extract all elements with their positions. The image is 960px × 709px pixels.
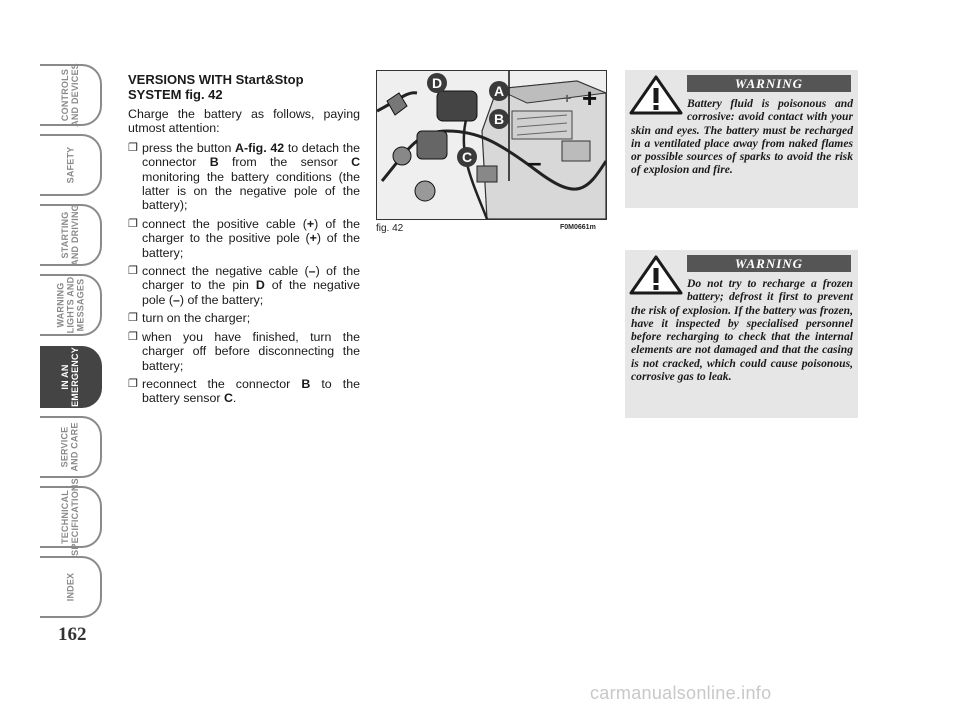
- figure-code: F0M0661m: [560, 224, 596, 231]
- chapter-tab-label: IN AN EMERGENCY: [60, 347, 80, 407]
- step-keyword: +: [309, 231, 317, 246]
- step-keyword: C: [351, 155, 361, 170]
- step-item: ❐ turn on the charger;: [128, 311, 251, 326]
- step-keyword: +: [306, 216, 315, 231]
- chapter-tab[interactable]: [40, 346, 102, 408]
- chapter-tab[interactable]: [40, 556, 102, 618]
- chapter-tab-label: SAFETY: [65, 146, 75, 184]
- step-item: ❐ when you have finished, turn the charger off before disconnecting the battery;: [128, 329, 360, 373]
- section-heading: VERSIONS WITH Start&Stop SYSTEM fig. 42: [128, 72, 304, 102]
- warning-triangle-icon: [629, 75, 683, 115]
- minus-sign: –: [527, 147, 542, 177]
- chapter-tab-label: CONTROLS AND DEVICES: [60, 63, 80, 127]
- callout-label-b: B: [489, 109, 509, 129]
- chapter-tab-label: STARTING AND DRIVING: [60, 204, 81, 266]
- watermark: carmanualsonline.info: [590, 683, 772, 703]
- checkbox-bullet-icon: ❐: [128, 312, 138, 325]
- checkbox-bullet-icon: ❐: [128, 141, 138, 154]
- step-keyword: A-fig. 42: [235, 140, 285, 155]
- step-keyword: B: [301, 376, 311, 391]
- warning-box: [625, 250, 858, 418]
- figure-caption: fig. 42: [376, 223, 404, 234]
- chapter-tab-label: INDEX: [64, 572, 75, 602]
- step-keyword: D: [255, 278, 265, 293]
- callout-label-a: A: [489, 81, 509, 101]
- warning-box: [625, 70, 858, 208]
- step-item: ❐ reconnect the connector B to the battery sensor C.: [128, 376, 360, 406]
- warning-triangle-icon: [629, 255, 683, 295]
- battery-figure: [376, 70, 607, 220]
- step-item: ❐ connect the positive cable (+) of the charger to the positive pole (+) of the battery;: [128, 216, 361, 260]
- small-plus-sign: +: [563, 90, 572, 106]
- warning-title: WARNING: [687, 75, 851, 92]
- chapter-tab[interactable]: [40, 134, 102, 196]
- step-keyword: –: [173, 292, 180, 307]
- chapter-tab[interactable]: [40, 274, 102, 336]
- callout-label-d: D: [427, 73, 447, 93]
- chapter-tab-label: SERVICE AND CARE: [59, 422, 80, 472]
- intro-paragraph: Charge the battery as follows, paying utmost attention:: [128, 107, 360, 136]
- warning-text: Battery fluid is poisonous and corrosive: avoid contact with your skin and eyes. The battery must be recharged in a ventilated place away from naked flames or possible sources of sparks to avoid the risk of explosion and fire.: [631, 97, 853, 177]
- chapter-tab-label: TECHNICAL SPECIFICATIONS: [60, 478, 81, 556]
- steps-list: [128, 141, 360, 406]
- step-item: ❐ press the button A-fig. 42 to detach the connector B from the sensor C monitoring the battery conditions (the latter is on the negative pole of the battery);: [128, 140, 361, 213]
- warning-text: Do not try to recharge a frozen battery; defrost it first to prevent the risk of explosion. If the battery was frozen, have it inspected by specialised personnel before recharging to check that the internal elements are not damaged and that the casing is not cracked, which could cause poisonous, corrosive gas to leak.: [631, 277, 853, 384]
- step-item: ❐ connect the negative cable (–) of the charger to the pin D of the negative pole (–) of the battery;: [128, 264, 360, 307]
- chapter-tab-label: WARNING LIGHTS AND MESSAGES: [54, 276, 85, 334]
- chapter-tab[interactable]: [40, 416, 102, 478]
- callout-label-c: C: [457, 147, 477, 167]
- chapter-tab[interactable]: [40, 64, 102, 126]
- step-keyword: C: [223, 391, 233, 406]
- chapter-tab[interactable]: [40, 478, 102, 556]
- step-keyword: B: [209, 155, 219, 170]
- checkbox-bullet-icon: ❐: [128, 330, 138, 343]
- chapter-tab[interactable]: [40, 204, 102, 266]
- step-keyword: –: [308, 264, 316, 279]
- checkbox-bullet-icon: ❐: [128, 217, 138, 230]
- checkbox-bullet-icon: ❐: [128, 377, 138, 390]
- page-number: 162: [58, 624, 87, 645]
- checkbox-bullet-icon: ❐: [128, 265, 138, 278]
- plus-sign: +: [582, 83, 598, 113]
- main-text-column: [128, 72, 360, 410]
- warning-title: WARNING: [687, 255, 851, 272]
